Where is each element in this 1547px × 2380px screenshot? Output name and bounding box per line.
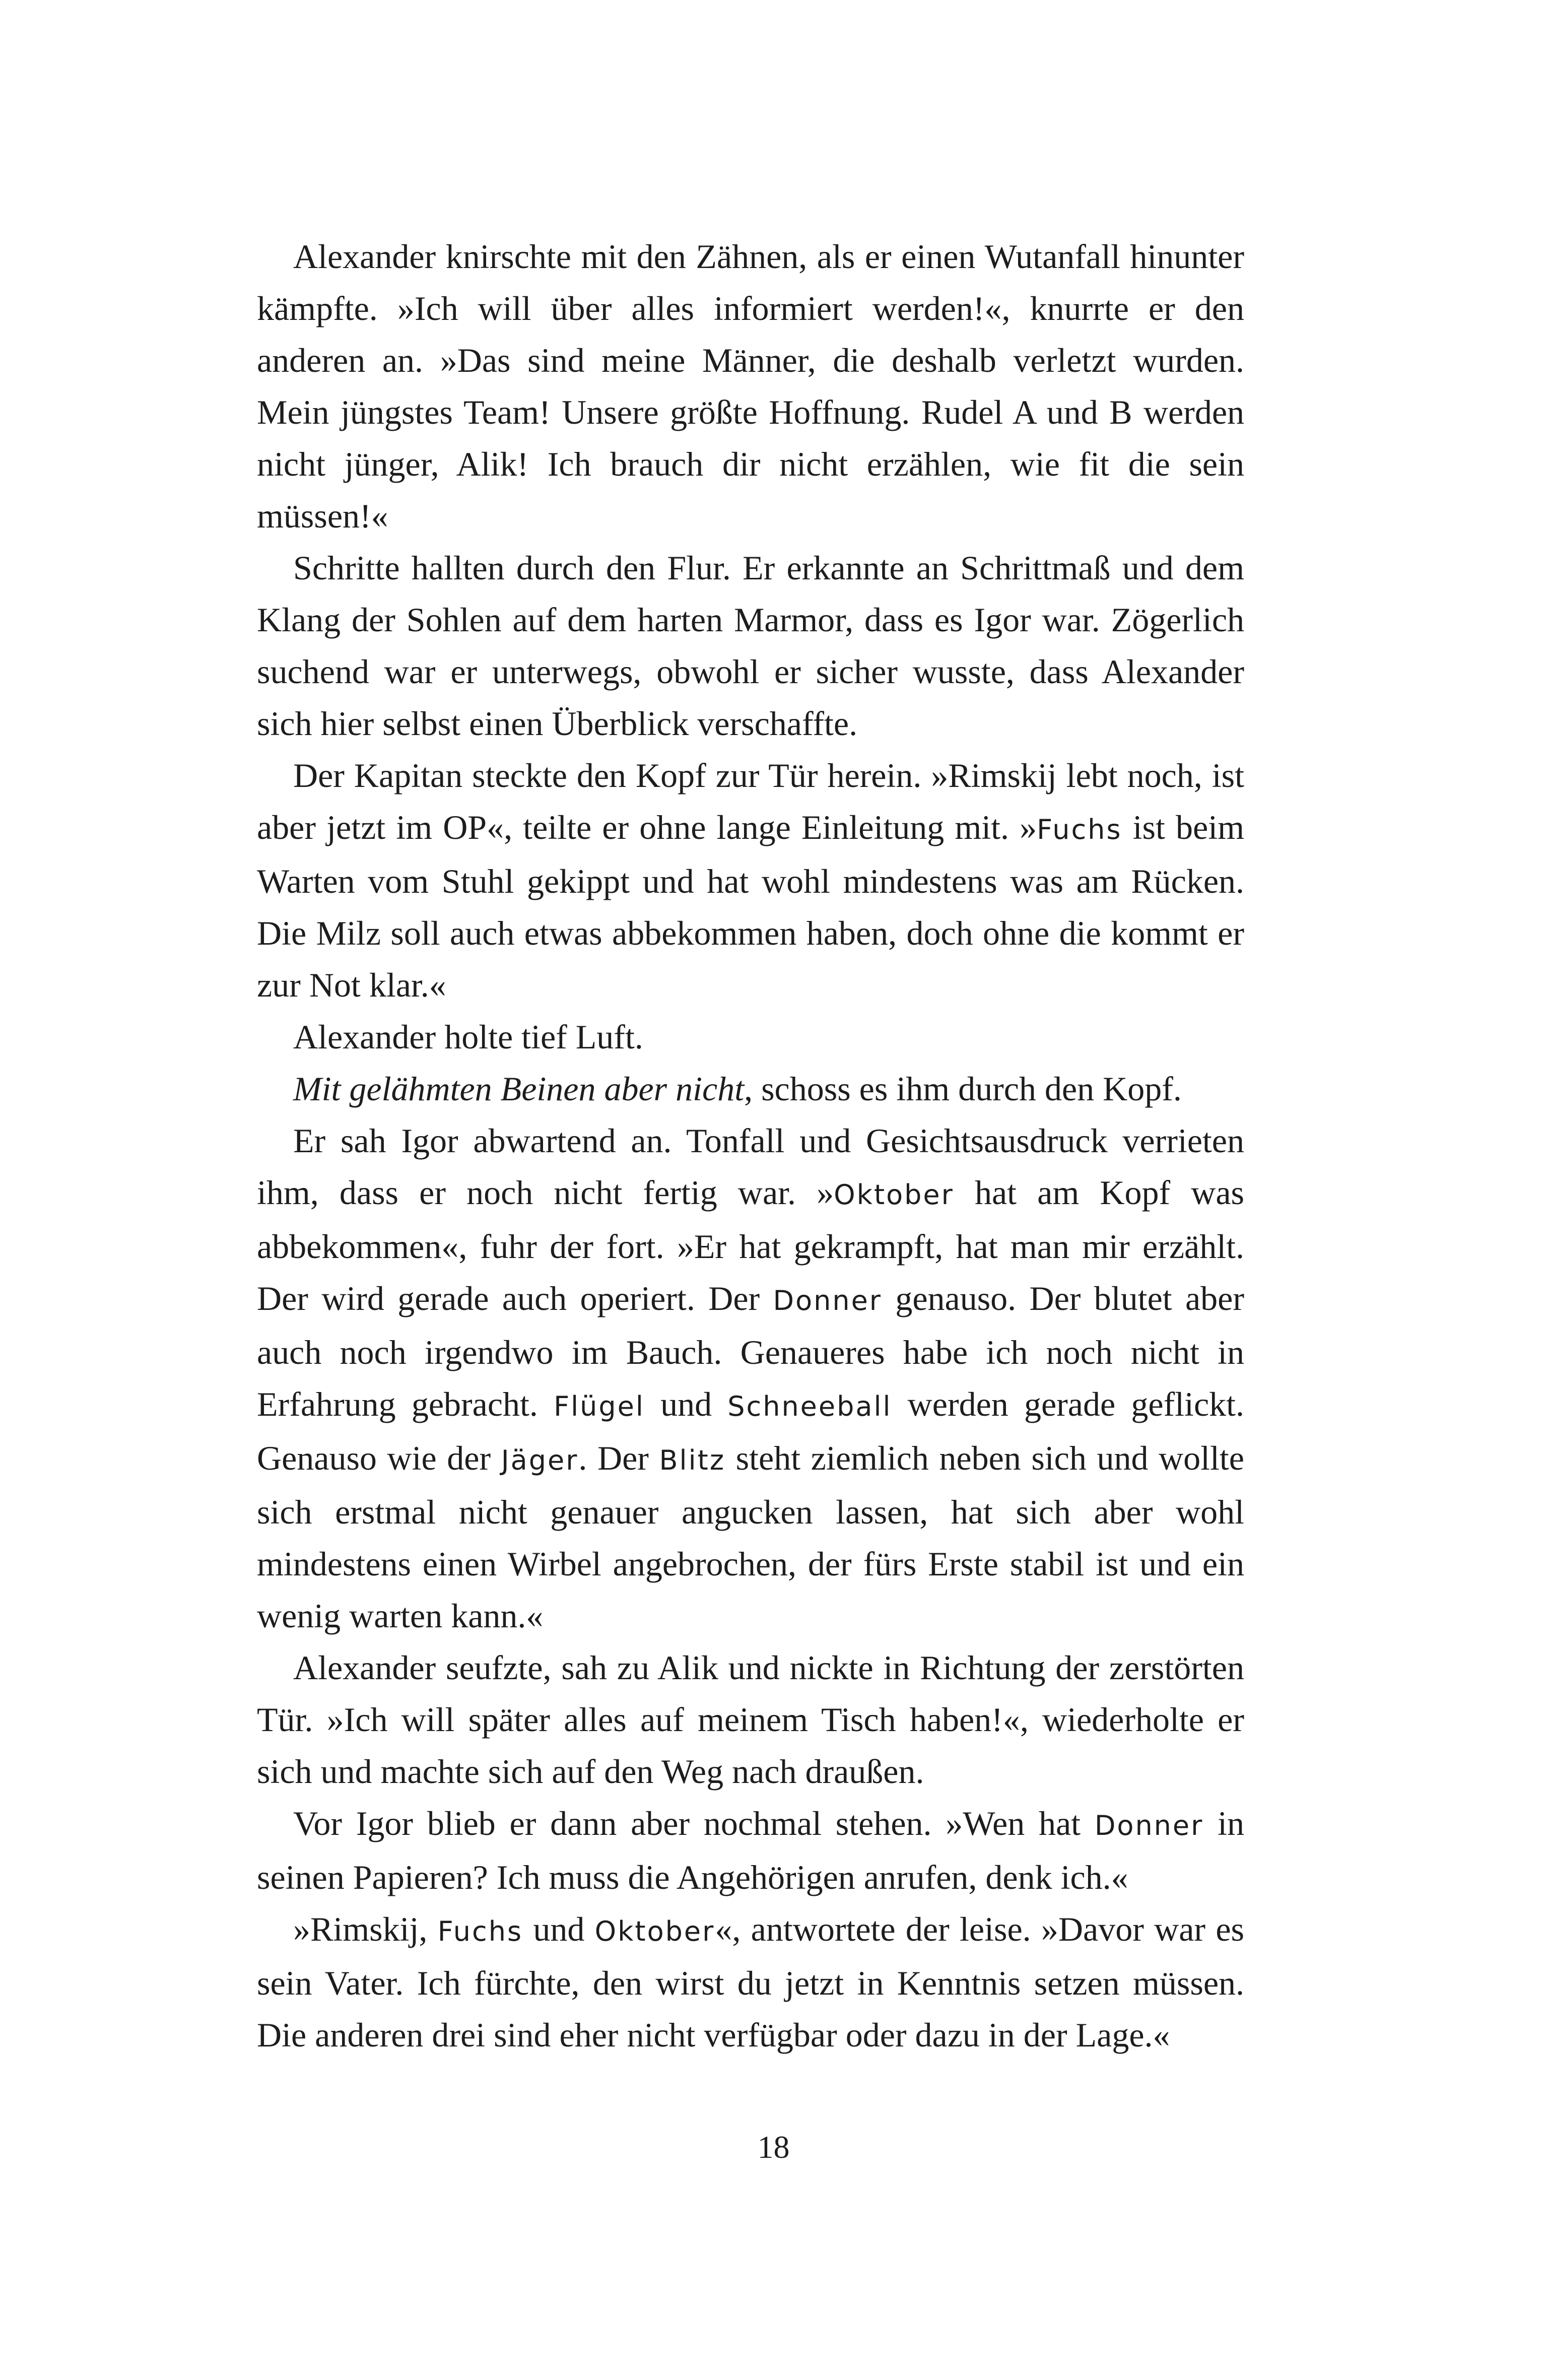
text-run: Der Kapitan steckte den Kopf zur Tür herein. »Rimskij lebt noch, ist aber jetzt im OP«, teilte er ohne lange Einleitung mit. » <box>257 756 1244 846</box>
name-smallcaps: Schneeball <box>727 1391 892 1422</box>
paragraph <box>257 542 1244 750</box>
paragraph <box>257 1115 1244 1642</box>
text-run: Alexander knirschte mit den Zähnen, als er einen Wutanfall hinunter kämpfte. »Ich will über alles informiert werden!«, knurrte er den anderen an. »Das sind meine Männer, die deshalb verletzt wurden. Mein jüngstes Team! Unsere größte Hoffnung. Rudel A und B werden nicht jünger, Alik! Ich brauch dir nicht erzählen, wie fit die sein müssen!« <box>257 237 1244 535</box>
text-run: Vor Igor blieb er dann aber nochmal stehen. »Wen hat <box>293 1804 1095 1842</box>
paragraph <box>257 1011 1244 1063</box>
text-run: , schoss es ihm durch den Kopf. <box>744 1070 1182 1108</box>
text-run: . Der <box>578 1439 659 1477</box>
paragraph <box>257 1642 1244 1798</box>
text-run: genauso. Der blutet aber auch noch irgendwo im Bauch. Genaueres habe ich noch nicht in Erfahrung gebracht. <box>257 1279 1244 1423</box>
name-smallcaps: Donner <box>1094 1810 1204 1841</box>
text-run: Er sah Igor abwartend an. Tonfall und Gesichtsausdruck verrieten ihm, dass er noch nicht fertig war. » <box>257 1121 1244 1212</box>
text-run: und <box>523 1910 595 1948</box>
paragraph <box>257 231 1244 542</box>
paragraph <box>257 750 1244 1011</box>
page-number: 18 <box>757 2129 790 2165</box>
text-run: Schritte hallten durch den Flur. Er erkannte an Schrittmaß und dem Klang der Sohlen auf dem harten Marmor, dass es Igor war. Zögerlich suchend war er unterwegs, obwohl er sicher wusste, dass Alexander sich hier selbst einen Überblick verschaffte. <box>257 549 1244 743</box>
text-run: Alexander holte tief Luft. <box>293 1018 643 1056</box>
name-smallcaps: Oktober <box>594 1915 715 1947</box>
name-smallcaps: Fuchs <box>437 1915 523 1947</box>
paragraph <box>257 1063 1244 1115</box>
name-smallcaps: Blitz <box>659 1444 726 1476</box>
body-text <box>257 231 1244 2061</box>
name-smallcaps: Oktober <box>834 1179 954 1211</box>
text-run: steht ziemlich neben sich und wollte sich erstmal nicht genauer angucken lassen, hat sich aber wohl mindestens einen Wirbel angebrochen, der fürs Erste stabil ist und ein wenig warten kann.« <box>257 1439 1244 1635</box>
name-smallcaps: Jäger <box>501 1444 579 1476</box>
name-smallcaps: Donner <box>773 1285 883 1316</box>
text-run: «, antwortete der leise. »Davor war es sein Vater. Ich fürchte, den wirst du jetzt in Kenntnis setzen müssen. Die anderen drei sind eher nicht verfügbar oder dazu in der Lage.« <box>257 1910 1244 2054</box>
italic-text: Mit gelähmten Beinen aber nicht <box>293 1070 745 1108</box>
text-run: Alexander seufzte, sah zu Alik und nickte in Richtung der zerstörten Tür. »Ich will später alles auf meinem Tisch haben!«, wiederholte er sich und machte sich auf den Weg nach draußen. <box>257 1648 1244 1791</box>
name-smallcaps: Flügel <box>554 1391 645 1422</box>
paragraph <box>257 1798 1244 1903</box>
text-run: werden gerade geflickt. Genauso wie der <box>257 1385 1245 1477</box>
text-run: ist beim Warten vom Stuhl gekippt und hat wohl mindestens was am Rücken. Die Milz soll auch etwas abbekommen haben, doch ohne die kommt er zur Not klar.« <box>257 808 1244 1004</box>
text-run: in seinen Papieren? Ich muss die Angehörigen anrufen, denk ich.« <box>257 1804 1244 1896</box>
text-run: hat am Kopf was abbekommen«, fuhr der fort. »Er hat gekrampft, hat man mir erzählt. Der wird gerade auch operiert. Der <box>257 1173 1245 1317</box>
text-run: und <box>644 1385 728 1423</box>
name-smallcaps: Fuchs <box>1037 814 1122 845</box>
text-run: »Rimskij, <box>293 1910 438 1948</box>
paragraph <box>257 1903 1244 2061</box>
